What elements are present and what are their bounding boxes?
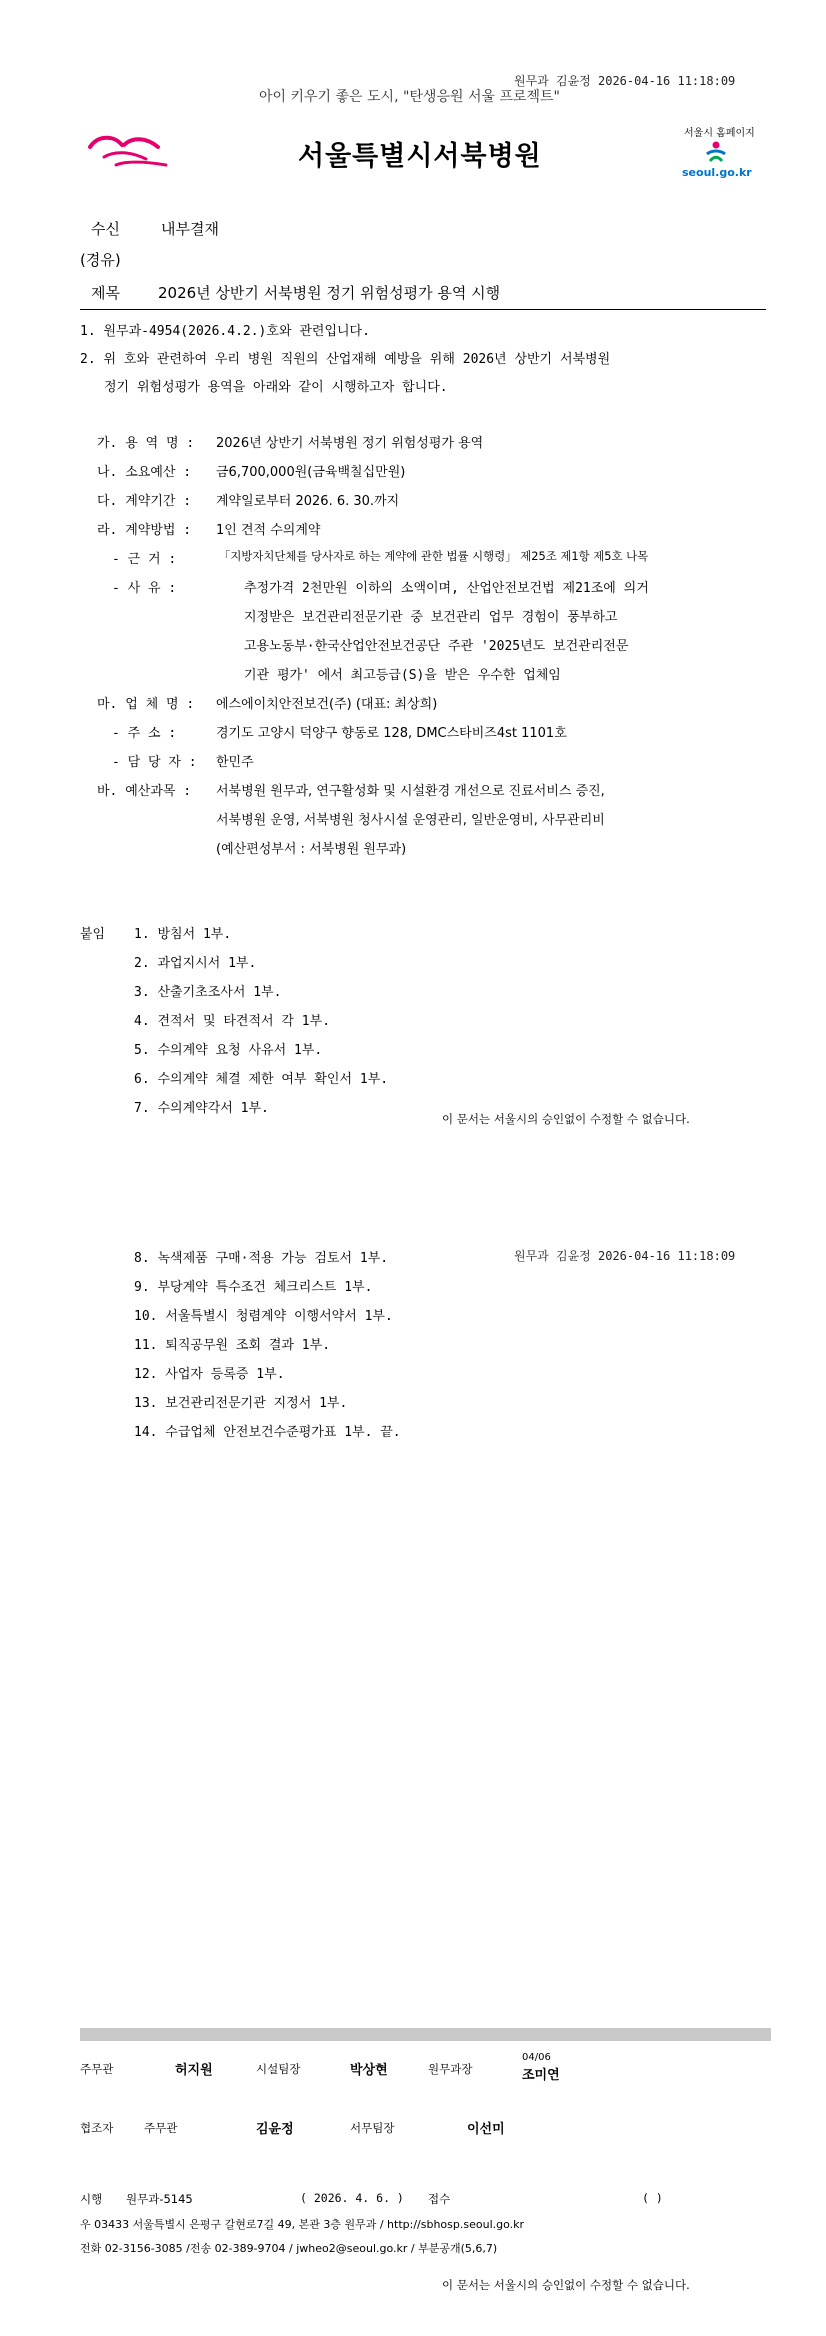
attachment-item: 4. 견적서 및 타견적서 각 1부.	[134, 1014, 331, 1029]
cooperation-role-2: 서무팀장	[350, 2121, 395, 2135]
item-d-reason-line-3: 고용노동부·한국산업안전보건공단 주관 '2025년도 보건관리전문	[244, 639, 629, 654]
seoul-logo-left	[86, 133, 176, 173]
item-c-value: 계약일로부터 2026. 6. 30.까지	[216, 494, 400, 509]
seoul-symbol-icon	[704, 140, 728, 164]
attachment-item: 11. 퇴직공무원 조회 결과 1부.	[134, 1338, 331, 1353]
item-e-contact-label: - 담 당 자 :	[112, 755, 197, 770]
receipt-label: 접수	[428, 2192, 451, 2206]
attachment-item: 10. 서울특별시 청렴계약 이행서약서 1부.	[134, 1309, 393, 1324]
item-e-label: 마. 업 체 명 :	[97, 697, 195, 712]
recipient: 내부결재	[161, 220, 219, 238]
paragraph-2-line-2: 정기 위험성평가 용역을 아래와 같이 시행하고자 합니다.	[104, 380, 448, 395]
enforce-label: 시행	[80, 2192, 103, 2206]
drafter-role: 주무관	[80, 2062, 114, 2076]
footer-phone: 전화 02-3156-3085 /전송 02-389-9704 / jwheo2@seoul.go.kr / 부분공개(5,6,7)	[80, 2242, 498, 2255]
watermark-top: 원무과 김윤정 2026-04-16 11:18:09	[514, 74, 736, 88]
item-d-reason-label: - 사 유 :	[112, 581, 177, 596]
enforce-number: 원무과-5145	[126, 2192, 193, 2206]
subject-label: 제목	[91, 284, 120, 302]
slogan: 아이 키우기 좋은 도시, "탄생응원 서울 프로젝트"	[259, 89, 560, 105]
modification-notice-bottom: 이 문서는 서울시의 승인없이 수정할 수 없습니다.	[442, 2278, 690, 2292]
item-e-contact-value: 한민주	[216, 755, 254, 770]
cooperation-name-2: 이선미	[467, 2122, 505, 2137]
receipt-blank: ( )	[642, 2191, 663, 2205]
footer-address: 우 03433 서울특별시 은평구 갈현로7길 49, 본관 3층 원무과 / http://sbhosp.seoul.go.kr	[80, 2218, 525, 2231]
item-d-basis-label: - 근 거 :	[112, 552, 177, 567]
attachment-item: 13. 보건관리전문기관 지정서 1부.	[134, 1396, 348, 1411]
item-d-reason-line-1: 추정가격 2천만원 이하의 소액이며, 산업안전보건법 제21조에 의거	[244, 581, 649, 596]
item-e-address-label: - 주 소 :	[112, 726, 177, 741]
subject-rule	[80, 309, 766, 310]
item-d-basis-value: 「지방자치단체를 당사자로 하는 계약에 관한 법률 시행령」 제25조 제1항 제5호 나목	[219, 549, 649, 563]
attachment-item: 12. 사업자 등록증 1부.	[134, 1367, 285, 1382]
via: (경유)	[80, 251, 121, 269]
item-a-label: 가. 용 역 명 :	[97, 436, 195, 451]
cooperation-name-1: 김윤정	[256, 2122, 294, 2137]
item-d-reason-line-4: 기관 평가' 에서 최고등급(S)을 받은 우수한 업체임	[244, 668, 561, 683]
attachment-item: 9. 부당계약 특수조건 체크리스트 1부.	[134, 1280, 373, 1295]
attachment-item: 14. 수급업체 안전보건수준평가표 1부. 끝.	[134, 1425, 401, 1440]
item-e-address-value: 경기도 고양시 덕양구 향동로 128, DMC스타비즈4st 1101호	[216, 726, 567, 741]
approver-role: 원무과장	[428, 2062, 473, 2076]
attachment-item: 2. 과업지시서 1부.	[134, 956, 257, 971]
item-b-value: 금6,700,000원(금육백칠십만원)	[216, 465, 406, 480]
modification-notice: 이 문서는 서울시의 승인없이 수정할 수 없습니다.	[442, 1112, 690, 1126]
item-d-value: 1인 견적 수의계약	[216, 523, 321, 538]
attachment-item: 7. 수의계약각서 1부.	[134, 1101, 269, 1116]
cooperation-role-1: 주무관	[144, 2121, 178, 2135]
approver-date: 04/06	[522, 2052, 551, 2063]
seoul-homepage-logo	[676, 124, 755, 186]
enforce-date: ( 2026. 4. 6. )	[300, 2191, 404, 2205]
item-b-label: 나. 소요예산 :	[97, 465, 192, 480]
attachment-item: 6. 수의계약 체결 제한 여부 확인서 1부.	[134, 1072, 389, 1087]
recipient-label: 수신	[91, 220, 120, 238]
approval-band	[80, 2028, 771, 2041]
reviewer-name: 박상현	[350, 2063, 388, 2078]
approver-name: 조미연	[522, 2068, 560, 2083]
reviewer-role: 시설팀장	[256, 2062, 301, 2076]
homepage-url[interactable]: seoul.go.kr	[682, 166, 752, 179]
item-f-line-1: 서북병원 원무과, 연구활성화 및 시설환경 개선으로 진료서비스 증진,	[216, 784, 605, 799]
homepage-label: 서울시 홈페이지	[684, 128, 755, 139]
item-f-line-3: (예산편성부서 : 서북병원 원무과)	[216, 842, 407, 857]
attachment-item: 3. 산출기초조사서 1부.	[134, 985, 282, 1000]
cooperation-label: 협조자	[80, 2121, 114, 2135]
item-d-reason-line-2: 지정받은 보건관리전문기관 중 보건관리 업무 경험이 풍부하고	[244, 610, 618, 625]
item-e-value: 에스에이치안전보건(주) (대표: 최상희)	[216, 697, 438, 712]
paragraph-1: 1. 원무과-4954(2026.4.2.)호와 관련입니다.	[80, 324, 370, 339]
subject: 2026년 상반기 서북병원 정기 위험성평가 용역 시행	[158, 284, 501, 302]
item-f-label: 바. 예산과목 :	[97, 784, 192, 799]
item-c-label: 다. 계약기간 :	[97, 494, 192, 509]
attachment-item: 1. 방침서 1부.	[134, 927, 232, 942]
attachments-label: 붙임	[80, 927, 106, 942]
seoul-brand-logo-icon	[86, 133, 176, 173]
paragraph-2-line-1: 2. 위 호와 관련하여 우리 병원 직원의 산업재해 예방을 위해 2026년 상반기 서북병원	[80, 352, 611, 367]
item-d-label: 라. 계약방법 :	[97, 523, 192, 538]
watermark-mid: 원무과 김윤정 2026-04-16 11:18:09	[514, 1249, 736, 1263]
item-f-line-2: 서북병원 운영, 서북병원 청사시설 운영관리, 일반운영비, 사무관리비	[216, 813, 605, 828]
attachment-item: 8. 녹색제품 구매·적용 가능 검토서 1부.	[134, 1251, 389, 1266]
org-title: 서울특별시서북병원	[298, 141, 542, 172]
item-a-value: 2026년 상반기 서북병원 정기 위험성평가 용역	[216, 436, 484, 451]
drafter-name: 허지원	[175, 2063, 213, 2078]
attachment-item: 5. 수의계약 요청 사유서 1부.	[134, 1043, 323, 1058]
